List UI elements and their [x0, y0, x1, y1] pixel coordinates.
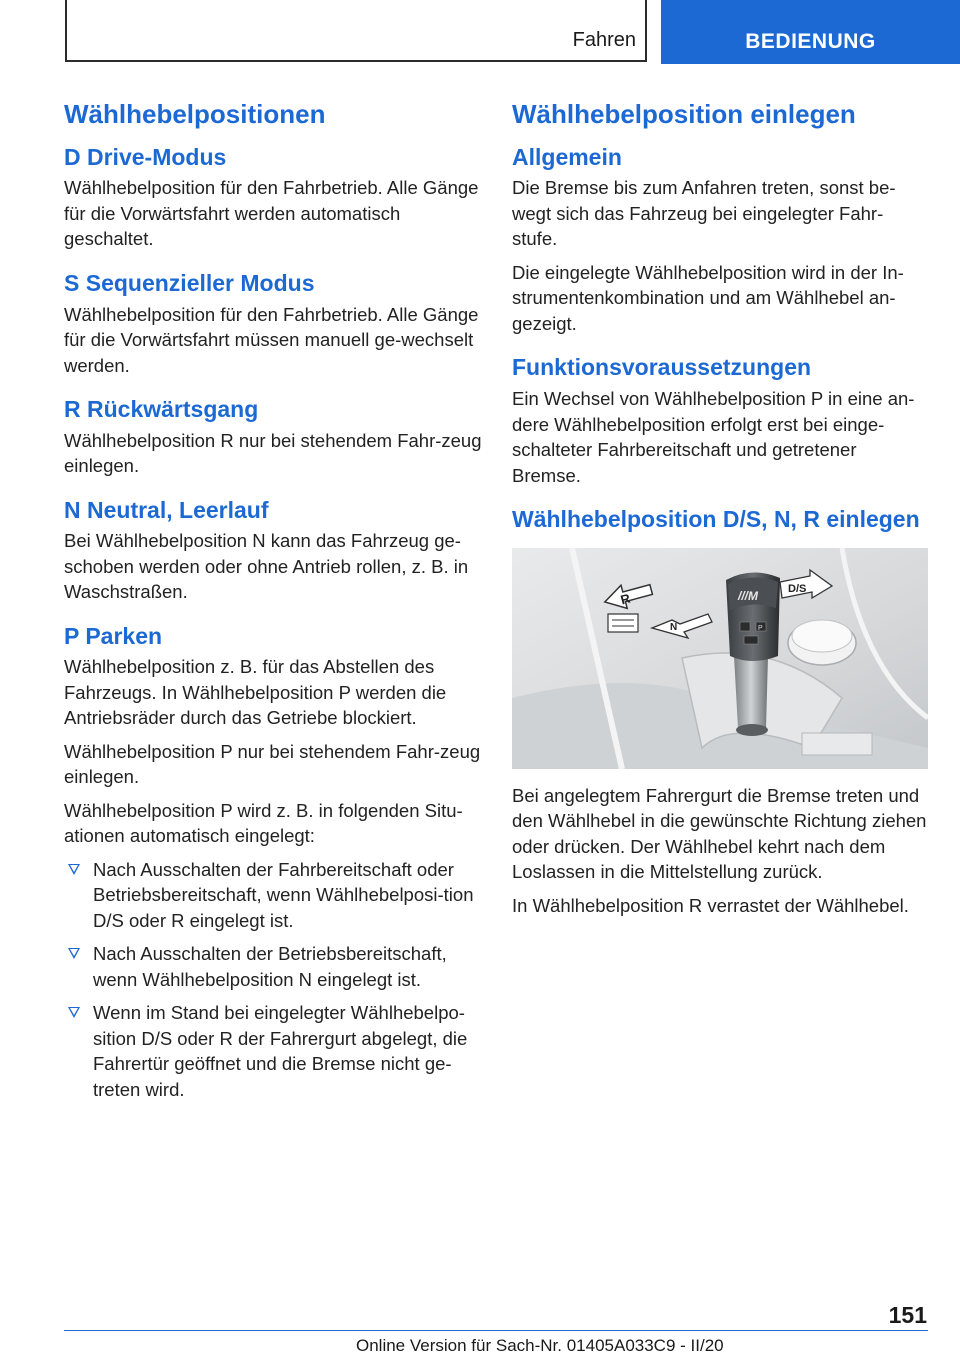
text-general-2: Die eingelegte Wählhebelposition wird in der In-strumentenkombination und am Wählhebel an-gezeigt.: [512, 261, 904, 334]
list-item-text: Nach Ausschalten der Betriebsbereitschaft, wenn Wählhebelposition N eingelegt ist.: [93, 943, 447, 990]
list-item-text: Nach Ausschalten der Fahrbereitschaft oder Betriebsbereitschaft, wenn Wählhebelposi-tion D/S oder R eingelegt ist.: [93, 858, 474, 931]
text-park-2: Wählhebelposition P nur bei stehendem Fahr-zeug einlegen.: [64, 740, 481, 788]
text-sequential-mode: Wählhebelposition für den Fahrbetrieb. Alle Gänge für die Vorwärtsfahrt müssen manuell ge-wechselt werden.: [64, 303, 479, 376]
text-general-1: Die Bremse bis zum Anfahren treten, sonst be-wegt sich das Fahrzeug bei eingelegter Fahr-stufe.: [512, 177, 896, 250]
heading-park: P Parken: [64, 622, 163, 649]
left-title: Wählhebelpositionen: [64, 99, 326, 129]
heading-neutral: N Neutral, Leerlauf: [64, 496, 269, 523]
park-situations-list: [64, 857, 482, 1103]
m-logo: ///M: [738, 588, 758, 603]
header-tab-bedienung[interactable]: [661, 0, 960, 64]
triangle-bullet-icon: [68, 1007, 80, 1018]
text-engage-2: In Wählhebelposition R verrastet der Wählhebel.: [512, 894, 909, 916]
footer-version: Online Version für Sach-Nr. 01405A033C9 - II/20: [356, 1336, 724, 1355]
gear-selector-photo: [512, 548, 928, 769]
list-item: [64, 857, 482, 934]
text-neutral: Bei Wählhebelposition N kann das Fahrzeug ge-schoben werden oder ohne Antrieb rollen, z. B. in Waschstraßen.: [64, 530, 469, 603]
triangle-bullet-icon: [68, 948, 80, 959]
text-drive-mode: Wählhebelposition für den Fahrbetrieb. Alle Gänge für die Vorwärtsfahrt werden automatisch geschaltet.: [64, 177, 479, 250]
triangle-bullet-icon: [68, 864, 80, 875]
list-item: [64, 941, 482, 992]
heading-drive-mode: D Drive-Modus: [64, 143, 227, 170]
label-ds: D/S: [788, 582, 807, 595]
text-requirements: Ein Wechsel von Wählhebelposition P in eine an-dere Wählhebelposition erfolgt erst bei einge-schalteter Fahrbereitschaft und getretener Bremse.: [512, 388, 915, 486]
label-n: N: [670, 621, 678, 633]
label-r: R: [618, 590, 632, 608]
heading-general: Allgemein: [512, 143, 622, 170]
text-engage-1: Bei angelegtem Fahrergurt die Bremse treten und den Wählhebel in die gewünschte Richtung ziehen oder drücken. Der Wählhebel kehrt nach dem Loslassen in die Mittelstellung zurück.: [512, 784, 927, 883]
right-title: Wählhebelposition einlegen: [512, 99, 856, 129]
right-column: [512, 100, 928, 926]
footer-divider: [64, 1330, 928, 1331]
text-park-3: Wählhebelposition P wird z. B. in folgenden Situ-ationen automatisch eingelegt:: [64, 799, 463, 847]
left-column: [64, 100, 482, 1110]
heading-requirements: Funktionsvoraussetzungen: [512, 354, 812, 381]
list-item: [64, 1000, 482, 1102]
header-tab-label: BEDIENUNG: [745, 30, 876, 53]
heading-sequential-mode: S Sequenzieller Modus: [64, 269, 315, 296]
header-section-label: Fahren: [572, 29, 636, 51]
label-p: P: [758, 624, 763, 632]
heading-engage-ds-n-r: Wählhebelposition D/S, N, R einlegen: [512, 506, 920, 533]
text-reverse: Wählhebelposition R nur bei stehendem Fahr-zeug einlegen.: [64, 429, 482, 477]
heading-reverse: R Rückwärtsgang: [64, 396, 259, 423]
text-park-1: Wählhebelposition z. B. für das Abstellen des Fahrzeugs. In Wählhebelposition P werden die Antriebsräder durch das Getriebe blockiert.: [64, 656, 447, 729]
list-item-text: Wenn im Stand bei eingelegter Wählhebelpo-sition D/S oder R der Fahrergurt abgelegt, die Fahrertür geöffnet und die Bremse nicht ge-treten wird.: [93, 1002, 468, 1100]
page-number: 151: [888, 1302, 927, 1328]
